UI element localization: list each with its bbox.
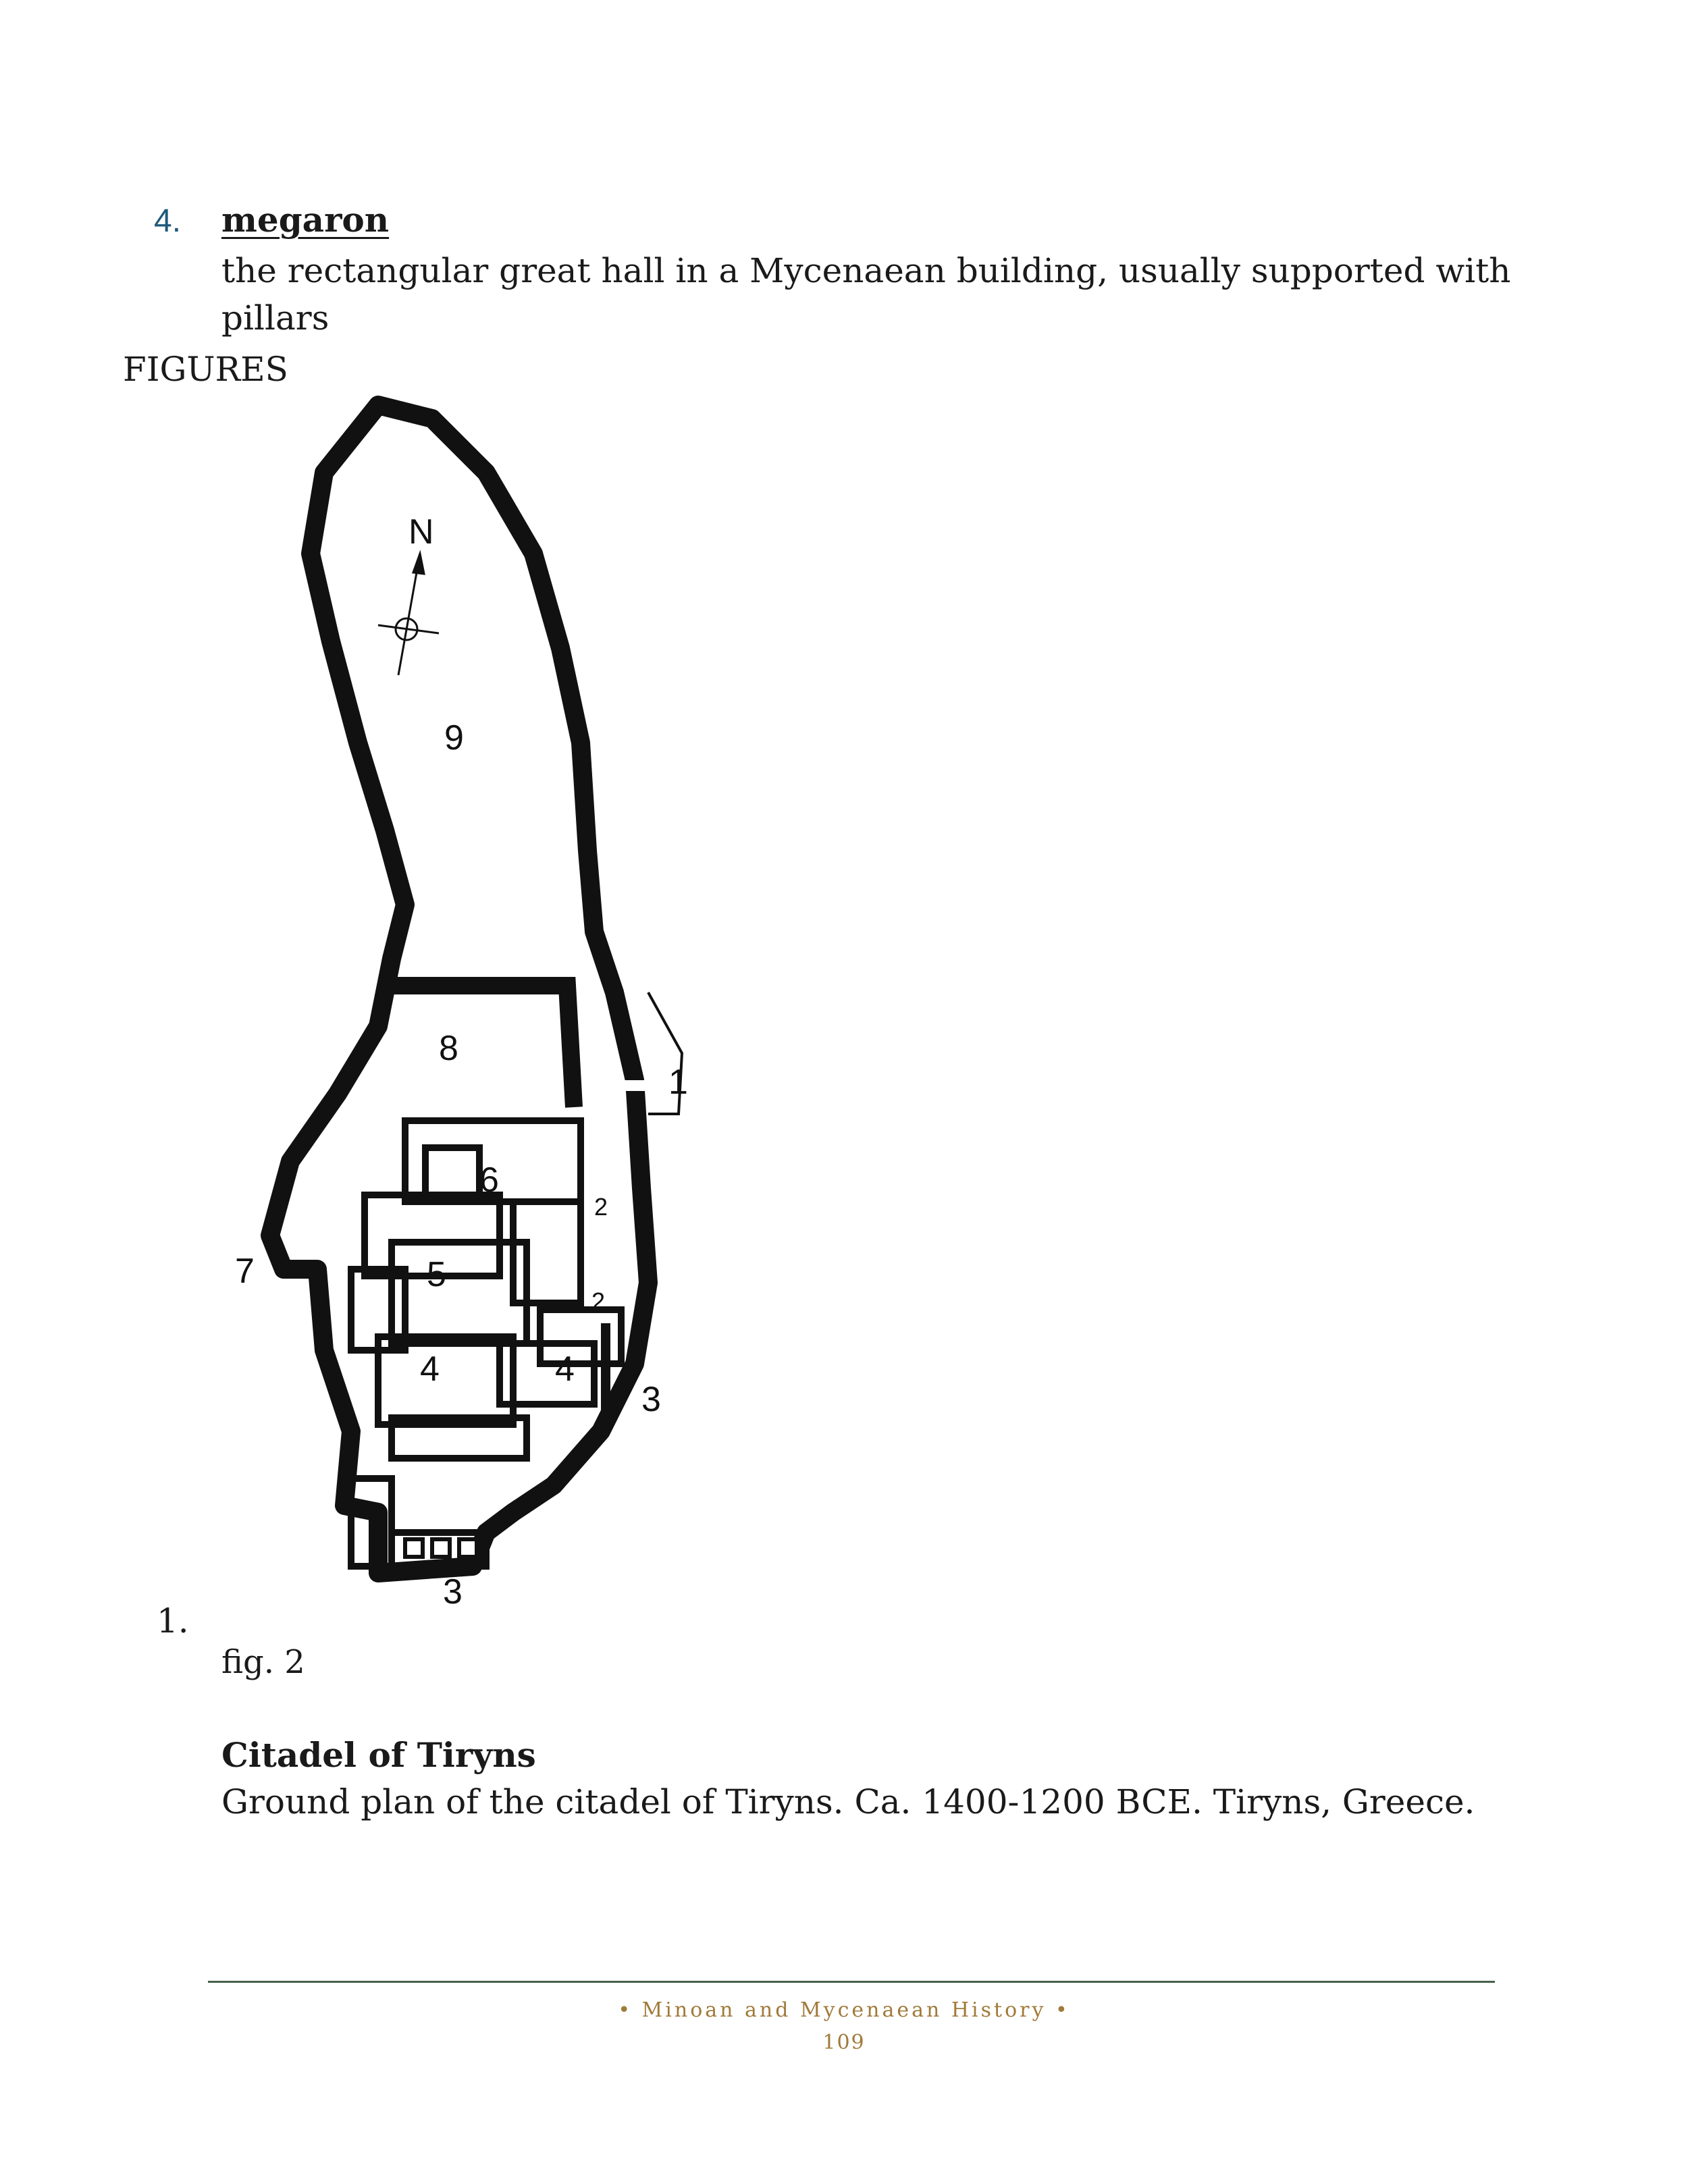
plan-label-1: 1 <box>668 1063 688 1102</box>
plan-label-9: 9 <box>444 718 464 757</box>
footer-rule <box>208 1981 1495 1983</box>
plan-label-2a: 2 <box>594 1193 608 1221</box>
figures-heading: FIGURES <box>123 350 288 389</box>
term-word: megaron <box>221 200 390 240</box>
term-number: 4. <box>154 203 182 239</box>
plan-label-4a: 4 <box>420 1350 440 1389</box>
north-label: N <box>408 512 434 552</box>
tiryns-ground-plan <box>230 392 716 1614</box>
plan-label-2b: 2 <box>591 1287 606 1315</box>
figure-title: Citadel of Tiryns <box>221 1735 536 1775</box>
plan-label-4b: 4 <box>555 1350 575 1389</box>
term-definition: the rectangular great hall in a Mycenaean building, usually supported with pillars <box>221 251 1511 338</box>
plan-label-3b: 3 <box>443 1572 463 1612</box>
cross-wall <box>390 986 574 1107</box>
plan-label-3a: 3 <box>641 1380 661 1419</box>
plan-label-6: 6 <box>479 1161 499 1200</box>
figure-caption: Ground plan of the citadel of Tiryns. Ca. 1400-1200 BCE. Tiryns, Greece. <box>221 1782 1475 1821</box>
footer-title: • Minoan and Mycenaean History • <box>618 1998 1070 2022</box>
figure-item-number: 1. <box>157 1601 189 1641</box>
plan-label-8: 8 <box>439 1029 458 1068</box>
north-arrow <box>378 554 439 675</box>
plan-label-7: 7 <box>235 1252 255 1291</box>
page-number: 109 <box>822 2031 866 2054</box>
figure-label: fig. 2 <box>221 1643 305 1681</box>
gate-1 <box>608 1080 648 1091</box>
plan-label-5: 5 <box>427 1255 446 1294</box>
